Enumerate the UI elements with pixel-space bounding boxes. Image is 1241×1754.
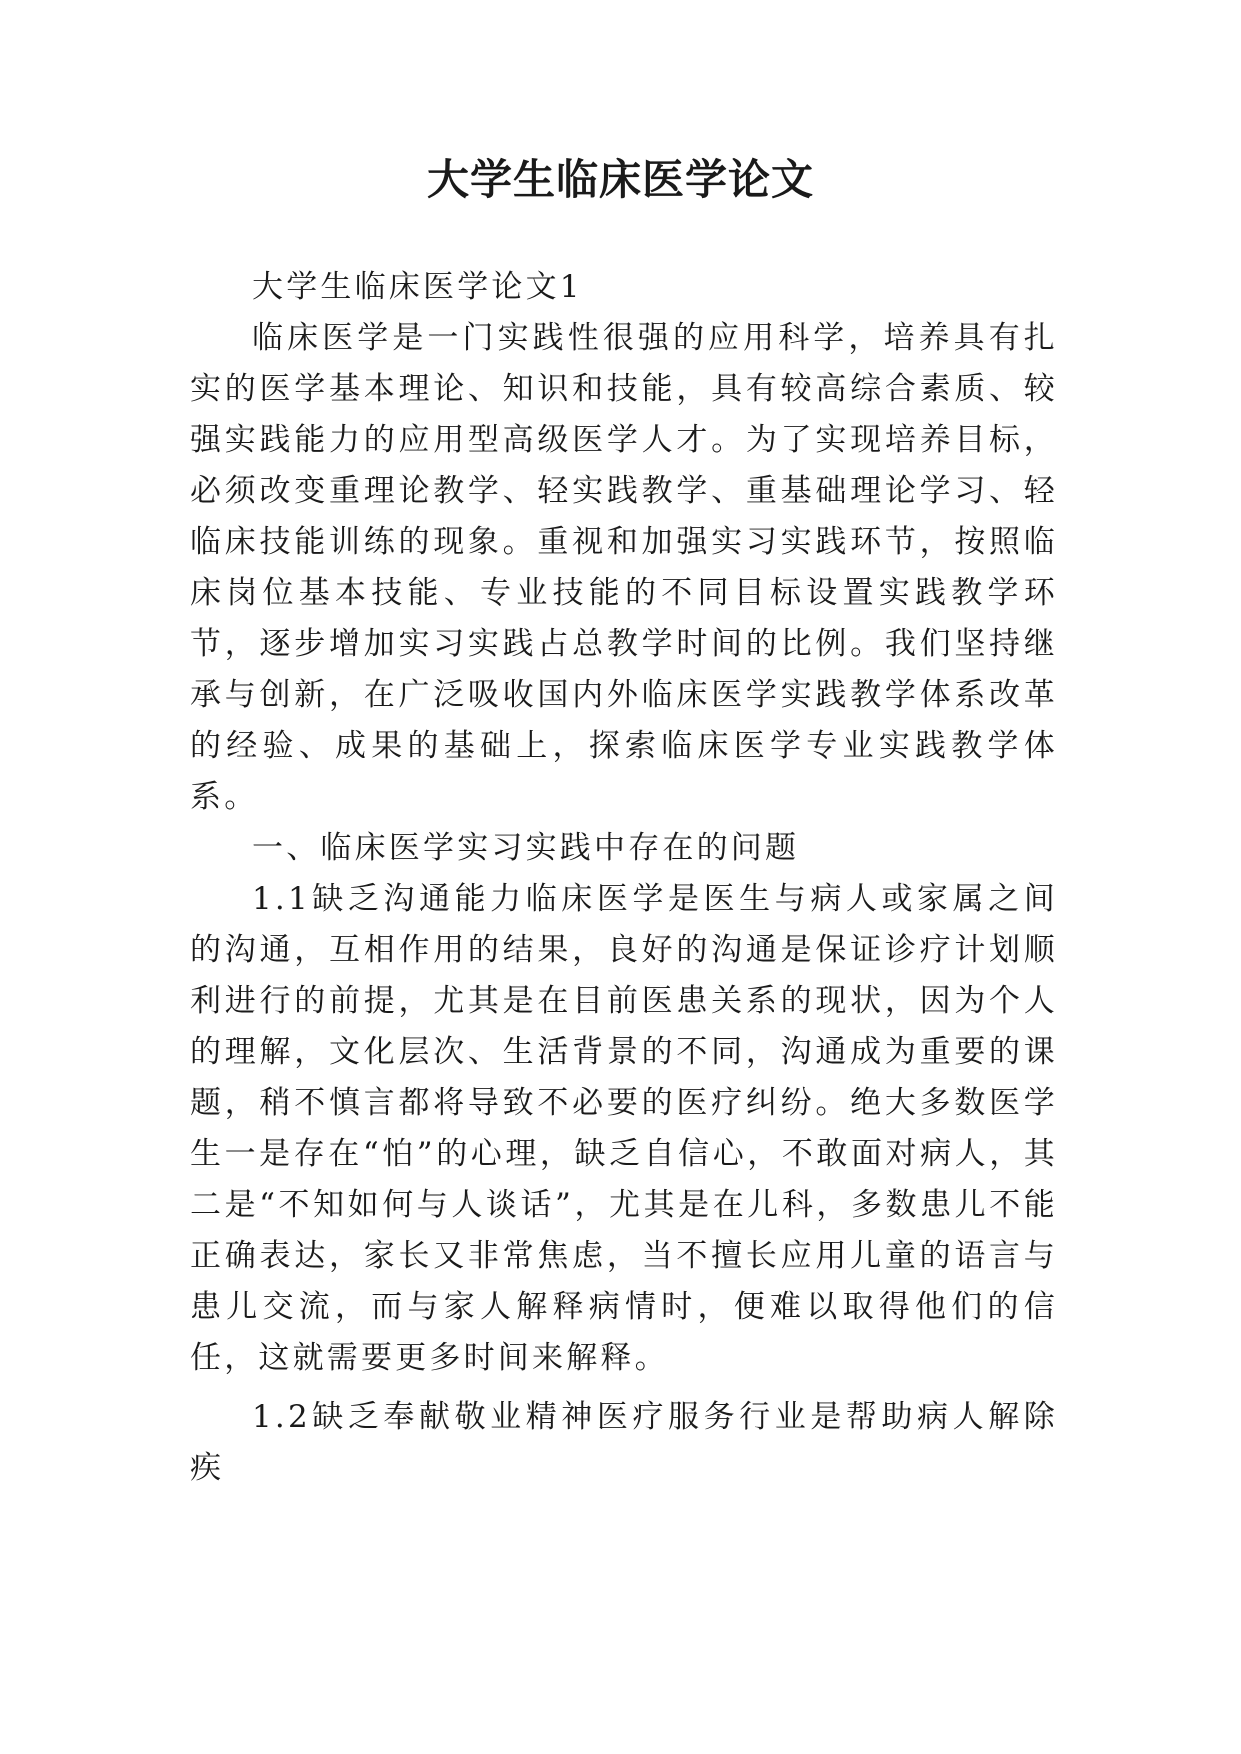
document-body (190, 262, 1058, 1494)
paragraph: 1.2缺乏奉献敬业精神医疗服务行业是帮助病人解除疾 (190, 1399, 1058, 1486)
document-title: 大学生临床医学论文 (426, 155, 814, 204)
paragraph: 临床医学是一门实践性很强的应用科学，培养具有扎实的医学基本理论、知识和技能，具有较高综合素质、较强实践能力的应用型高级医学人才。为了实现培养目标，必须改变重理论教学、轻实践教学、重基础理论学习、轻临床技能训练的现象。重视和加强实习实践环节，按照临床岗位基本技能、专业技能的不同目标设置实践教学环节，逐步增加实习实践占总教学时间的比例。我们坚持继承与创新，在广泛吸收国内外临床医学实践教学体系改革的经验、成果的基础上，探索临床医学专业实践教学体系。 (190, 320, 1058, 815)
section-heading: 一、临床医学实习实践中存在的问题 (252, 830, 800, 866)
section-heading: 大学生临床医学论文1 (252, 269, 583, 305)
paragraph: 1.1缺乏沟通能力临床医学是医生与病人或家属之间的沟通，互相作用的结果，良好的沟通是保证诊疗计划顺利进行的前提，尤其是在目前医患关系的现状，因为个人的理解，文化层次、生活背景的不同，沟通成为重要的课题，稍不慎言都将导致不必要的医疗纠纷。绝大多数医学生一是存在“怕”的心理，缺乏自信心，不敢面对病人，其二是“不知如何与人谈话”，尤其是在儿科，多数患儿不能正确表达，家长又非常焦虑，当不擅长应用儿童的语言与患儿交流，而与家人解释病情时，便难以取得他们的信任，这就需要更多时间来解释。 (190, 881, 1058, 1376)
